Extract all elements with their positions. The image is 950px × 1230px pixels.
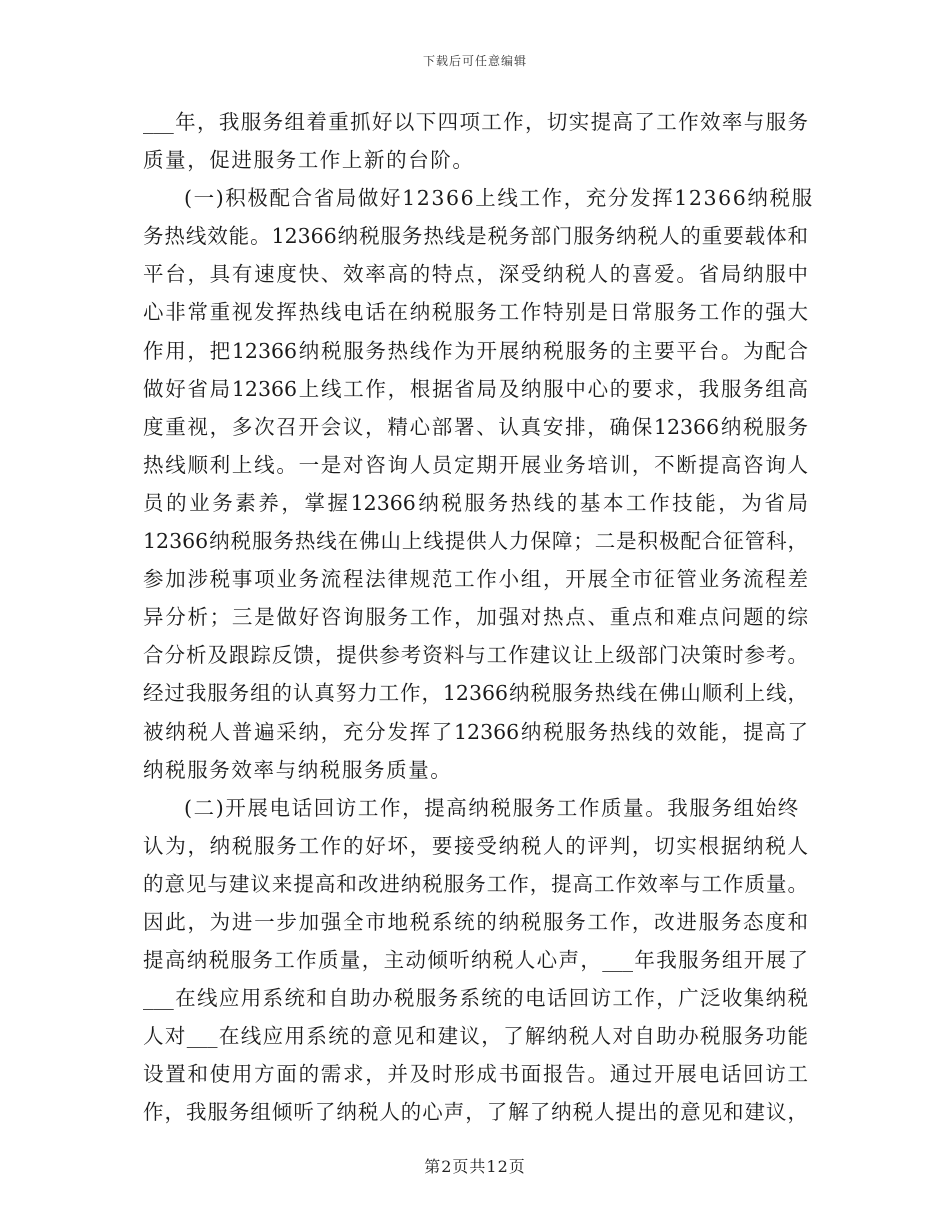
- text-line: 质量，促进服务工作上新的台阶。: [143, 148, 475, 173]
- paragraph-start-line: (二)开展电话回访工作，提高纳税服务工作质量。我服务组始终: [184, 795, 800, 820]
- text-line: 作用，把12366纳税服务热线作为开展纳税服务的主要平台。为配合: [143, 338, 808, 363]
- text-line: 做好省局12366上线工作，根据省局及纳服中心的要求，我服务组高: [143, 376, 808, 401]
- text-line: 被纳税人普遍采纳，充分发挥了12366纳税服务热线的效能，提高了: [143, 719, 808, 744]
- text-line: 心非常重视发挥热线电话在纳税服务工作特别是日常服务工作的强大: [143, 300, 808, 325]
- text-line: 员的业务素养，掌握12366纳税服务热线的基本工作技能，为省局: [143, 490, 808, 515]
- text-line: 热线顺利上线。一是对咨询人员定期开展业务培训，不断提高咨询人: [143, 452, 808, 477]
- text-line: 度重视，多次召开会议，精心部署、认真安排，确保12366纳税服务: [143, 414, 808, 439]
- text-line: 参加涉税事项业务流程法律规范工作小组，开展全市征管业务流程差: [143, 567, 808, 592]
- text-line: 因此，为进一步加强全市地税系统的纳税服务工作，改进服务态度和: [143, 909, 808, 934]
- text-line: 设置和使用方面的需求，并及时形成书面报告。通过开展电话回访工: [143, 1062, 808, 1087]
- text-line: 提高纳税服务工作质量，主动倾听纳税人心声，___年我服务组开展了: [143, 948, 808, 973]
- document-body: [143, 103, 814, 1132]
- text-line: 作，我服务组倾听了纳税人的心声，了解了纳税人提出的意见和建议，: [143, 1100, 808, 1125]
- text-line: ___在线应用系统和自助办税服务系统的电话回访工作，广泛收集纳税: [143, 986, 808, 1011]
- text-line: 纳税服务效率与纳税服务质量。: [143, 757, 453, 782]
- text-line: 经过我服务组的认真努力工作，12366纳税服务热线在佛山顺利上线，: [143, 681, 808, 706]
- paragraph-start-line: (一)积极配合省局做好12366上线工作，充分发挥12366纳税服: [184, 186, 814, 211]
- text-line: 认为，纳税服务工作的好坏，要接受纳税人的评判，切实根据纳税人: [143, 833, 808, 858]
- text-line: 的意见与建议来提高和改进纳税服务工作，提高工作效率与工作质量。: [143, 871, 808, 896]
- page-header: 下载后可任意编辑: [422, 54, 527, 68]
- text-line: ___年，我服务组着重抓好以下四项工作，切实提高了工作效率与服务: [143, 110, 808, 134]
- text-line: 平台，具有速度快、效率高的特点，深受纳税人的喜爱。省局纳服中: [143, 262, 808, 287]
- text-line: 务热线效能。12366纳税服务热线是税务部门服务纳税人的重要载体和: [143, 224, 808, 249]
- text-line: 合分析及跟踪反馈，提供参考资料与工作建议让上级部门决策时参考。: [143, 643, 808, 668]
- page-number-footer: 第2页共12页: [424, 1157, 526, 1176]
- text-line: 12366纳税服务热线在佛山上线提供人力保障；二是积极配合征管科，: [143, 529, 808, 554]
- text-line: 人对___在线应用系统的意见和建议，了解纳税人对自助办税服务功能: [143, 1024, 808, 1049]
- text-line: 异分析；三是做好咨询服务工作，加强对热点、重点和难点问题的综: [143, 605, 808, 630]
